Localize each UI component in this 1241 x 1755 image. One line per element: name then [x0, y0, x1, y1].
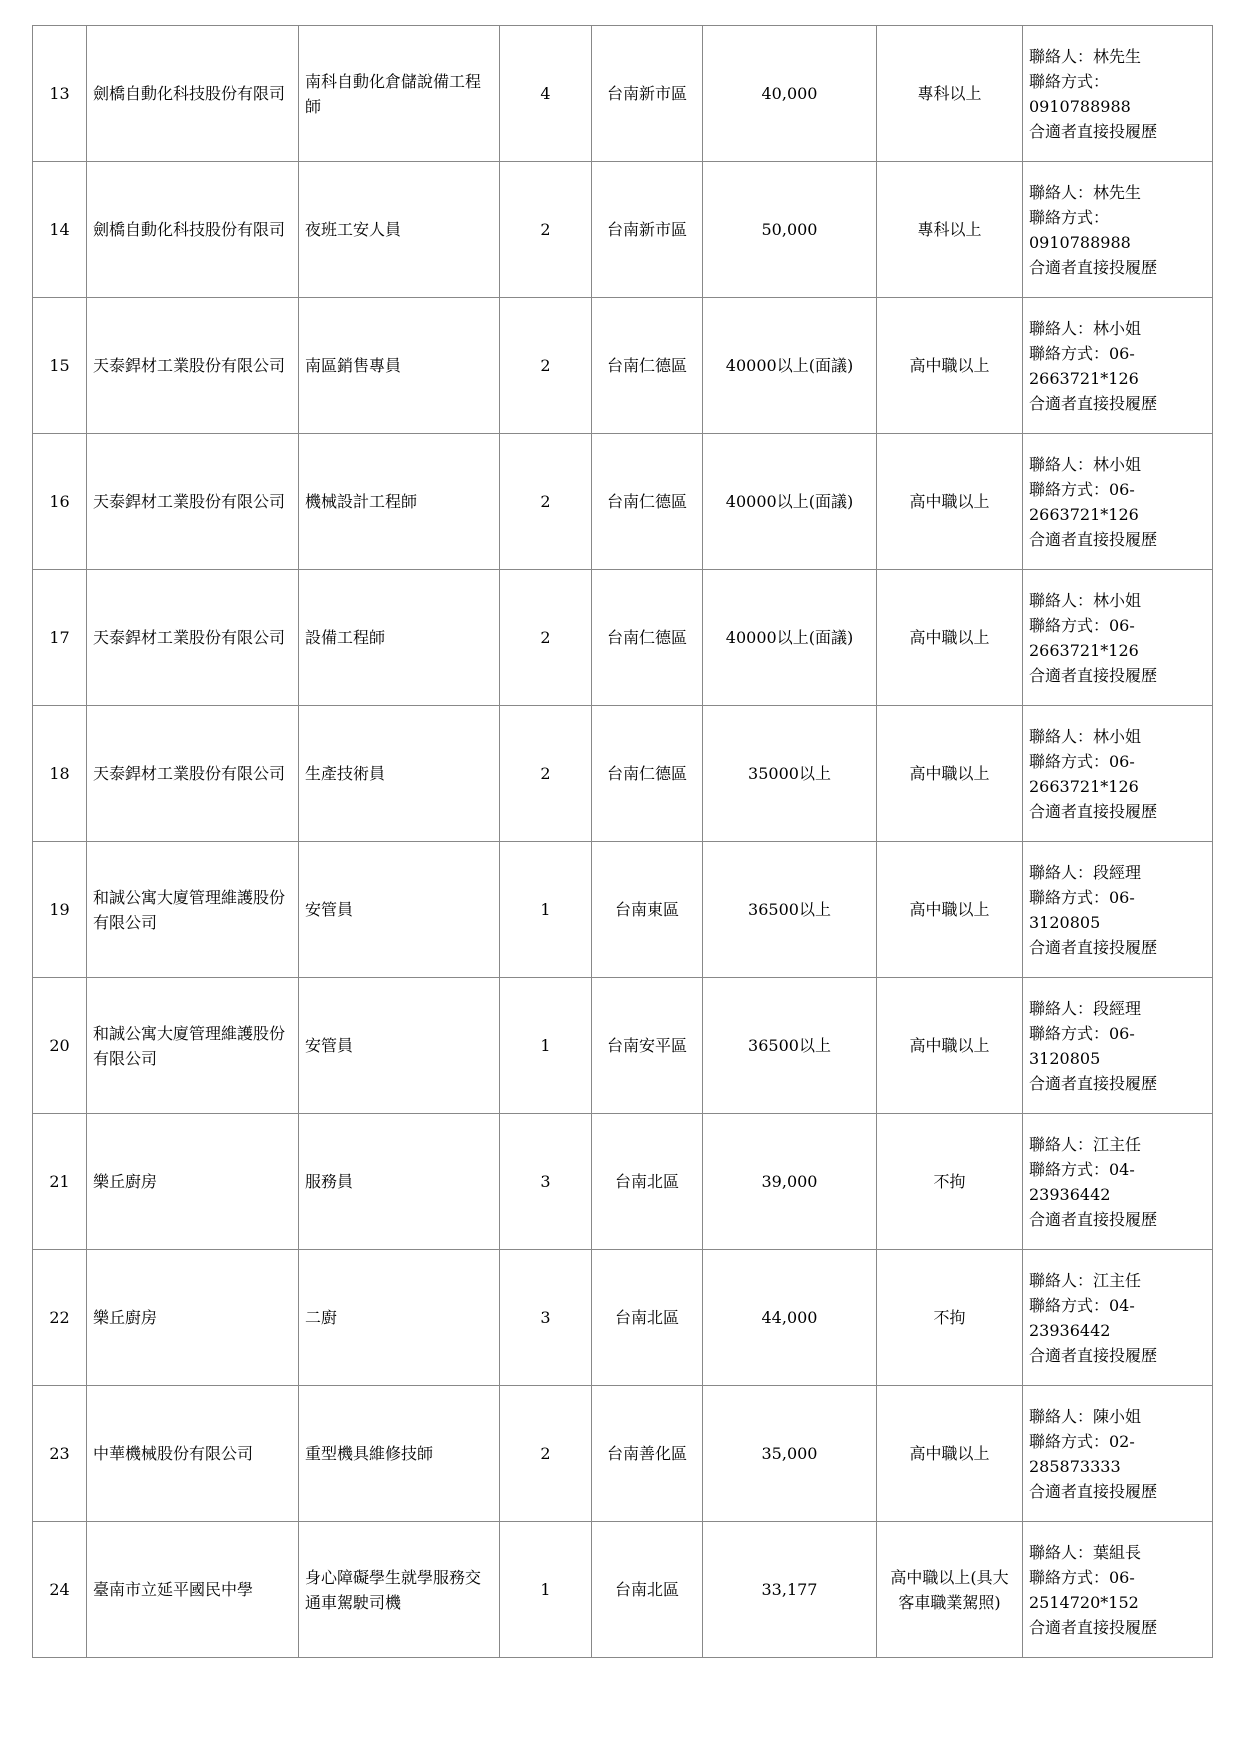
job-title: 服務員: [299, 1114, 500, 1250]
work-location: 台南北區: [592, 1250, 703, 1386]
headcount: 2: [500, 298, 592, 434]
contact-note: 合適者直接投履歷: [1029, 801, 1158, 821]
contact-note: 合適者直接投履歷: [1029, 1345, 1158, 1365]
contact-phone: 2514720*152: [1029, 1592, 1139, 1612]
row-number: 14: [33, 162, 87, 298]
contact-method: 聯絡方式：04-: [1029, 1159, 1135, 1179]
company-name: 臺南市立延平國民中學: [87, 1522, 299, 1658]
table-row: [33, 162, 1213, 298]
contact-person: 聯絡人：江主任: [1029, 1270, 1142, 1290]
contact-info: [1023, 842, 1213, 978]
table-row: [33, 298, 1213, 434]
job-title: 重型機具維修技師: [299, 1386, 500, 1522]
salary: 36500以上: [703, 978, 877, 1114]
headcount: 3: [500, 1114, 592, 1250]
job-title: 南科自動化倉儲說備工程師: [299, 26, 500, 162]
contact-phone: 2663721*126: [1029, 368, 1139, 388]
education-requirement: 高中職以上(具大客車職業駕照): [877, 1522, 1023, 1658]
row-number: 24: [33, 1522, 87, 1658]
company-name: 劍橋自動化科技股份有限司: [87, 162, 299, 298]
education-requirement: 高中職以上: [877, 434, 1023, 570]
work-location: 台南仁德區: [592, 570, 703, 706]
contact-info: [1023, 1386, 1213, 1522]
work-location: 台南新市區: [592, 162, 703, 298]
job-title: 南區銷售專員: [299, 298, 500, 434]
company-name: 和誠公寓大廈管理維護股份有限公司: [87, 978, 299, 1114]
contact-info: [1023, 162, 1213, 298]
table-row: [33, 706, 1213, 842]
table-row: [33, 26, 1213, 162]
contact-phone: 0910788988: [1029, 232, 1131, 252]
row-number: 17: [33, 570, 87, 706]
row-number: 23: [33, 1386, 87, 1522]
company-name: 樂丘廚房: [87, 1114, 299, 1250]
salary: 44,000: [703, 1250, 877, 1386]
table-row: [33, 842, 1213, 978]
contact-note: 合適者直接投履歷: [1029, 1209, 1158, 1229]
contact-phone: 2663721*126: [1029, 776, 1139, 796]
headcount: 2: [500, 162, 592, 298]
education-requirement: 專科以上: [877, 26, 1023, 162]
table-row: [33, 570, 1213, 706]
headcount: 1: [500, 978, 592, 1114]
contact-person: 聯絡人：段經理: [1029, 998, 1142, 1018]
contact-note: 合適者直接投履歷: [1029, 937, 1158, 957]
job-title: 安管員: [299, 978, 500, 1114]
education-requirement: 高中職以上: [877, 706, 1023, 842]
contact-person: 聯絡人：林先生: [1029, 182, 1142, 202]
row-number: 13: [33, 26, 87, 162]
contact-phone: 2663721*126: [1029, 504, 1139, 524]
contact-note: 合適者直接投履歷: [1029, 665, 1158, 685]
job-title: 生產技術員: [299, 706, 500, 842]
contact-method: 聯絡方式：02-: [1029, 1431, 1135, 1451]
work-location: 台南北區: [592, 1522, 703, 1658]
job-listing-table: [32, 25, 1213, 1658]
salary: 40000以上(面議): [703, 434, 877, 570]
company-name: 劍橋自動化科技股份有限司: [87, 26, 299, 162]
headcount: 4: [500, 26, 592, 162]
contact-person: 聯絡人：林小姐: [1029, 590, 1142, 610]
company-name: 中華機械股份有限公司: [87, 1386, 299, 1522]
row-number: 19: [33, 842, 87, 978]
salary: 39,000: [703, 1114, 877, 1250]
headcount: 2: [500, 434, 592, 570]
education-requirement: 高中職以上: [877, 570, 1023, 706]
contact-phone: 3120805: [1029, 912, 1101, 932]
contact-phone: 2663721*126: [1029, 640, 1139, 660]
table-row: [33, 1114, 1213, 1250]
contact-method: 聯絡方式：06-: [1029, 479, 1135, 499]
contact-note: 合適者直接投履歷: [1029, 529, 1158, 549]
work-location: 台南善化區: [592, 1386, 703, 1522]
table-row: [33, 1522, 1213, 1658]
job-title: 身心障礙學生就學服務交通車駕駛司機: [299, 1522, 500, 1658]
contact-person: 聯絡人：陳小姐: [1029, 1406, 1142, 1426]
contact-method: 聯絡方式：06-: [1029, 615, 1135, 635]
table-row: [33, 1250, 1213, 1386]
education-requirement: 專科以上: [877, 162, 1023, 298]
work-location: 台南仁德區: [592, 434, 703, 570]
contact-info: [1023, 1522, 1213, 1658]
education-requirement: 高中職以上: [877, 298, 1023, 434]
contact-phone: 285873333: [1029, 1456, 1121, 1476]
table-row: [33, 434, 1213, 570]
work-location: 台南北區: [592, 1114, 703, 1250]
salary: 35,000: [703, 1386, 877, 1522]
row-number: 15: [33, 298, 87, 434]
contact-phone: 23936442: [1029, 1320, 1111, 1340]
contact-note: 合適者直接投履歷: [1029, 1481, 1158, 1501]
company-name: 天泰銲材工業股份有限公司: [87, 706, 299, 842]
table-row: [33, 978, 1213, 1114]
education-requirement: 高中職以上: [877, 842, 1023, 978]
salary: 50,000: [703, 162, 877, 298]
job-title: 二廚: [299, 1250, 500, 1386]
contact-person: 聯絡人：林小姐: [1029, 454, 1142, 474]
headcount: 3: [500, 1250, 592, 1386]
company-name: 天泰銲材工業股份有限公司: [87, 434, 299, 570]
row-number: 22: [33, 1250, 87, 1386]
contact-note: 合適者直接投履歷: [1029, 121, 1158, 141]
company-name: 和誠公寓大廈管理維護股份有限公司: [87, 842, 299, 978]
contact-info: [1023, 1250, 1213, 1386]
contact-info: [1023, 434, 1213, 570]
contact-method: 聯絡方式：04-: [1029, 1295, 1135, 1315]
contact-method: 聯絡方式：: [1029, 207, 1110, 227]
contact-note: 合適者直接投履歷: [1029, 1617, 1158, 1637]
work-location: 台南安平區: [592, 978, 703, 1114]
contact-note: 合適者直接投履歷: [1029, 1073, 1158, 1093]
job-title: 安管員: [299, 842, 500, 978]
contact-method: 聯絡方式：06-: [1029, 1023, 1135, 1043]
salary: 33,177: [703, 1522, 877, 1658]
contact-info: [1023, 706, 1213, 842]
headcount: 2: [500, 1386, 592, 1522]
job-title: 機械設計工程師: [299, 434, 500, 570]
company-name: 天泰銲材工業股份有限公司: [87, 570, 299, 706]
row-number: 20: [33, 978, 87, 1114]
work-location: 台南東區: [592, 842, 703, 978]
work-location: 台南仁德區: [592, 298, 703, 434]
contact-info: [1023, 298, 1213, 434]
row-number: 18: [33, 706, 87, 842]
headcount: 1: [500, 1522, 592, 1658]
contact-person: 聯絡人：段經理: [1029, 862, 1142, 882]
contact-method: 聯絡方式：06-: [1029, 887, 1135, 907]
contact-person: 聯絡人：林先生: [1029, 46, 1142, 66]
contact-phone: 0910788988: [1029, 96, 1131, 116]
education-requirement: 不拘: [877, 1250, 1023, 1386]
work-location: 台南仁德區: [592, 706, 703, 842]
contact-method: 聯絡方式：06-: [1029, 751, 1135, 771]
contact-person: 聯絡人：林小姐: [1029, 318, 1142, 338]
contact-person: 聯絡人：林小姐: [1029, 726, 1142, 746]
salary: 40000以上(面議): [703, 570, 877, 706]
row-number: 21: [33, 1114, 87, 1250]
contact-note: 合適者直接投履歷: [1029, 257, 1158, 277]
salary: 40000以上(面議): [703, 298, 877, 434]
contact-phone: 3120805: [1029, 1048, 1101, 1068]
contact-method: 聯絡方式：: [1029, 71, 1110, 91]
headcount: 2: [500, 570, 592, 706]
contact-method: 聯絡方式：06-: [1029, 1567, 1135, 1587]
education-requirement: 高中職以上: [877, 978, 1023, 1114]
contact-info: [1023, 1114, 1213, 1250]
headcount: 1: [500, 842, 592, 978]
contact-info: [1023, 570, 1213, 706]
company-name: 天泰銲材工業股份有限公司: [87, 298, 299, 434]
salary: 35000以上: [703, 706, 877, 842]
salary: 40,000: [703, 26, 877, 162]
work-location: 台南新市區: [592, 26, 703, 162]
contact-info: [1023, 978, 1213, 1114]
salary: 36500以上: [703, 842, 877, 978]
row-number: 16: [33, 434, 87, 570]
headcount: 2: [500, 706, 592, 842]
education-requirement: 高中職以上: [877, 1386, 1023, 1522]
contact-person: 聯絡人：江主任: [1029, 1134, 1142, 1154]
job-title: 設備工程師: [299, 570, 500, 706]
table-row: [33, 1386, 1213, 1522]
job-title: 夜班工安人員: [299, 162, 500, 298]
contact-person: 聯絡人：葉組長: [1029, 1542, 1142, 1562]
contact-info: [1023, 26, 1213, 162]
company-name: 樂丘廚房: [87, 1250, 299, 1386]
contact-phone: 23936442: [1029, 1184, 1111, 1204]
education-requirement: 不拘: [877, 1114, 1023, 1250]
contact-method: 聯絡方式：06-: [1029, 343, 1135, 363]
contact-note: 合適者直接投履歷: [1029, 393, 1158, 413]
